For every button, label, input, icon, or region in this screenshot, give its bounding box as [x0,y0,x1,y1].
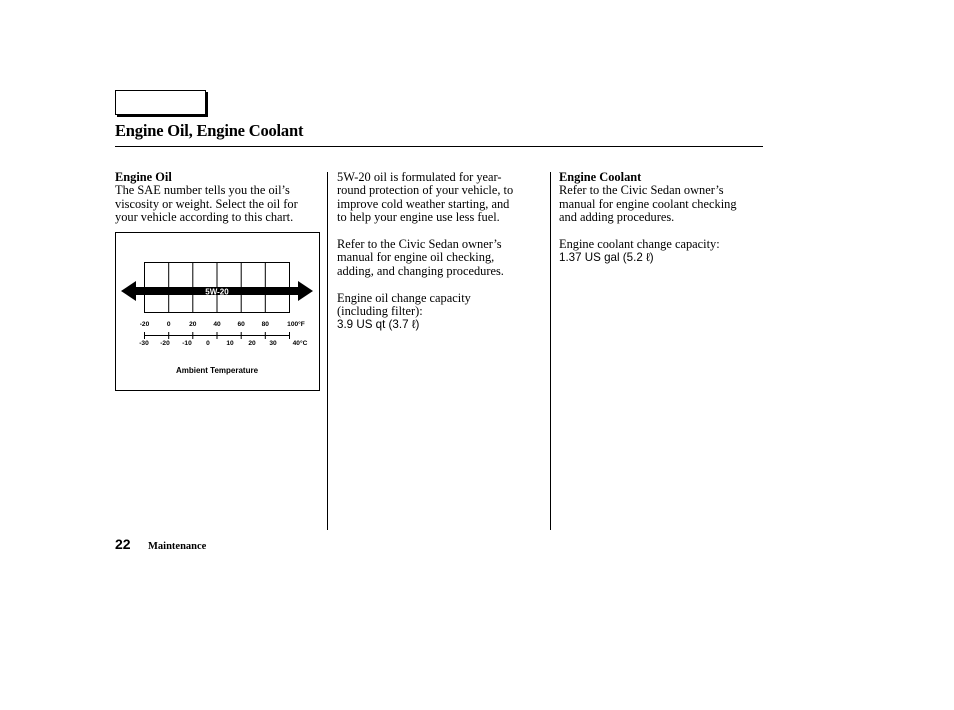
chart-caption: Ambient Temperature [175,366,259,375]
f-tick-label: 20 [189,321,197,328]
oil-formulation-text: round protection of your vehicle, to [337,183,514,198]
coolant-manual-reference: manual for engine coolant checking [559,196,737,211]
column-divider-2 [550,172,551,530]
oil-formulation-text: improve cold weather starting, and [337,196,510,211]
header-tab-box [115,90,206,115]
c-tick-label: -10 [182,340,192,347]
oil-manual-reference: Refer to the Civic Sedan owner’s [337,237,502,252]
coolant-capacity-label: Engine coolant change capacity: [559,237,720,252]
oil-manual-reference: adding, and changing procedures. [337,263,504,278]
column-divider-1 [327,172,328,530]
c-tick-label: 10 [226,340,234,347]
band-label: 5W-20 [205,287,229,297]
f-tick-label: 80 [261,321,269,328]
oil-formulation-text: 5W-20 oil is formulated for year- [337,170,502,184]
c-tick-label: -20 [160,340,170,347]
f-tick-label: -20 [139,321,150,328]
engine-coolant-heading: Engine Coolant [559,170,642,184]
c-tick-label: 40°C [292,340,308,347]
f-tick-label: 40 [213,321,221,328]
coolant-manual-reference: and adding procedures. [559,210,675,225]
page-number: 22 [115,536,131,552]
oil-viscosity-chart [115,232,320,391]
c-tick-label: 0 [206,340,210,347]
engine-oil-text-2: viscosity or weight. Select the oil for [115,196,298,211]
c-tick-label: 20 [248,340,256,347]
oil-capacity-value: 3.9 US qt (3.7 ℓ) [337,318,420,332]
engine-oil-text-1: The SAE number tells you the oil’s [115,183,290,198]
coolant-capacity-value: 1.37 US gal (5.2 ℓ) [559,251,654,265]
column-engine-coolant [559,171,764,265]
engine-oil-text-3: your vehicle according to this chart. [115,210,294,225]
oil-formulation-text: to help your engine use less fuel. [337,210,500,225]
title-rule [115,146,763,147]
oil-capacity-label: (including filter): [337,304,423,319]
page-title: Engine Oil, Engine Coolant [115,121,304,140]
c-tick-label: 30 [269,340,277,347]
column-engine-oil [115,171,320,225]
f-tick-label: 0 [166,321,171,328]
f-tick-label: 60 [237,321,245,328]
oil-capacity-label: Engine oil change capacity [337,290,471,305]
engine-oil-heading: Engine Oil [115,170,172,184]
column-oil-details [337,171,542,332]
oil-manual-reference: manual for engine oil checking, [337,250,495,265]
coolant-manual-reference: Refer to the Civic Sedan owner’s [559,183,724,198]
viscosity-chart-svg [116,233,319,390]
c-tick-label: -30 [139,340,149,347]
f-tick-label: 100°F [287,321,305,328]
section-name: Maintenance [148,541,207,552]
